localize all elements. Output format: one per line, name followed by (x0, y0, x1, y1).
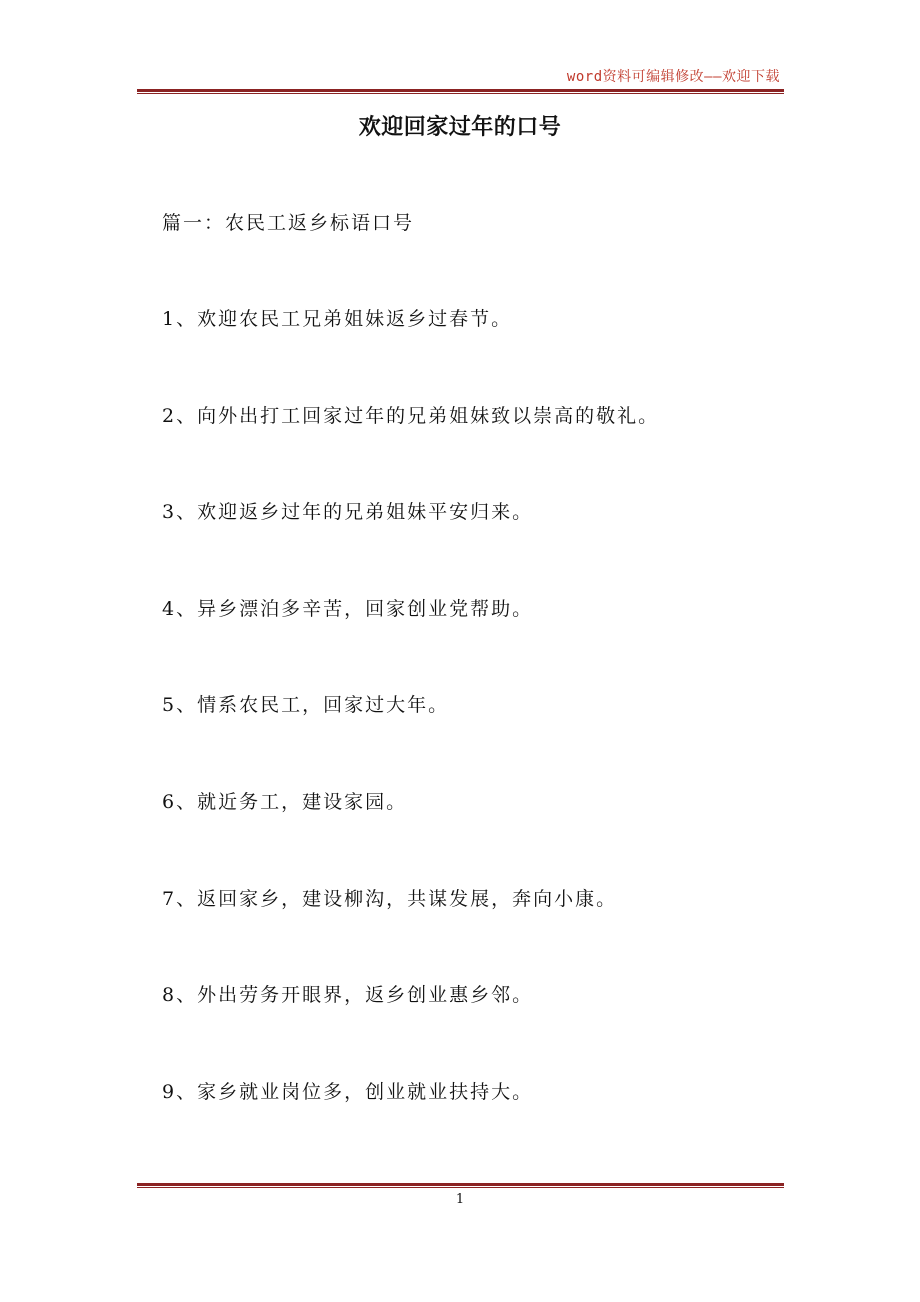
slogan-item: 7、返回家乡，建设柳沟，共谋发展，奔向小康。 (162, 888, 618, 910)
footer-rule-thin (137, 1187, 784, 1188)
slogan-item: 1、欢迎农民工兄弟姐妹返乡过春节。 (162, 308, 513, 330)
slogan-item: 6、就近务工，建设家园。 (162, 791, 408, 813)
header-rule (137, 89, 784, 94)
page-number: 1 (455, 1192, 465, 1207)
footer-rule (137, 1183, 784, 1188)
header-rule-thin (137, 93, 784, 94)
slogan-item: 5、情系农民工，回家过大年。 (162, 694, 450, 716)
slogan-item: 4、异乡漂泊多辛苦，回家创业党帮助。 (162, 598, 534, 620)
slogan-item: 9、家乡就业岗位多，创业就业扶持大。 (162, 1081, 534, 1103)
slogan-item: 3、欢迎返乡过年的兄弟姐妹平安归来。 (162, 501, 534, 523)
slogan-item: 8、外出劳务开眼界，返乡创业惠乡邻。 (162, 984, 534, 1006)
section-heading: 篇一：农民工返乡标语口号 (162, 212, 415, 234)
slogan-item: 2、向外出打工回家过年的兄弟姐妹致以崇高的敬礼。 (162, 405, 660, 427)
header-note: word资料可编辑修改——欢迎下载 (566, 69, 780, 85)
document-title: 欢迎回家过年的口号 (358, 115, 562, 140)
